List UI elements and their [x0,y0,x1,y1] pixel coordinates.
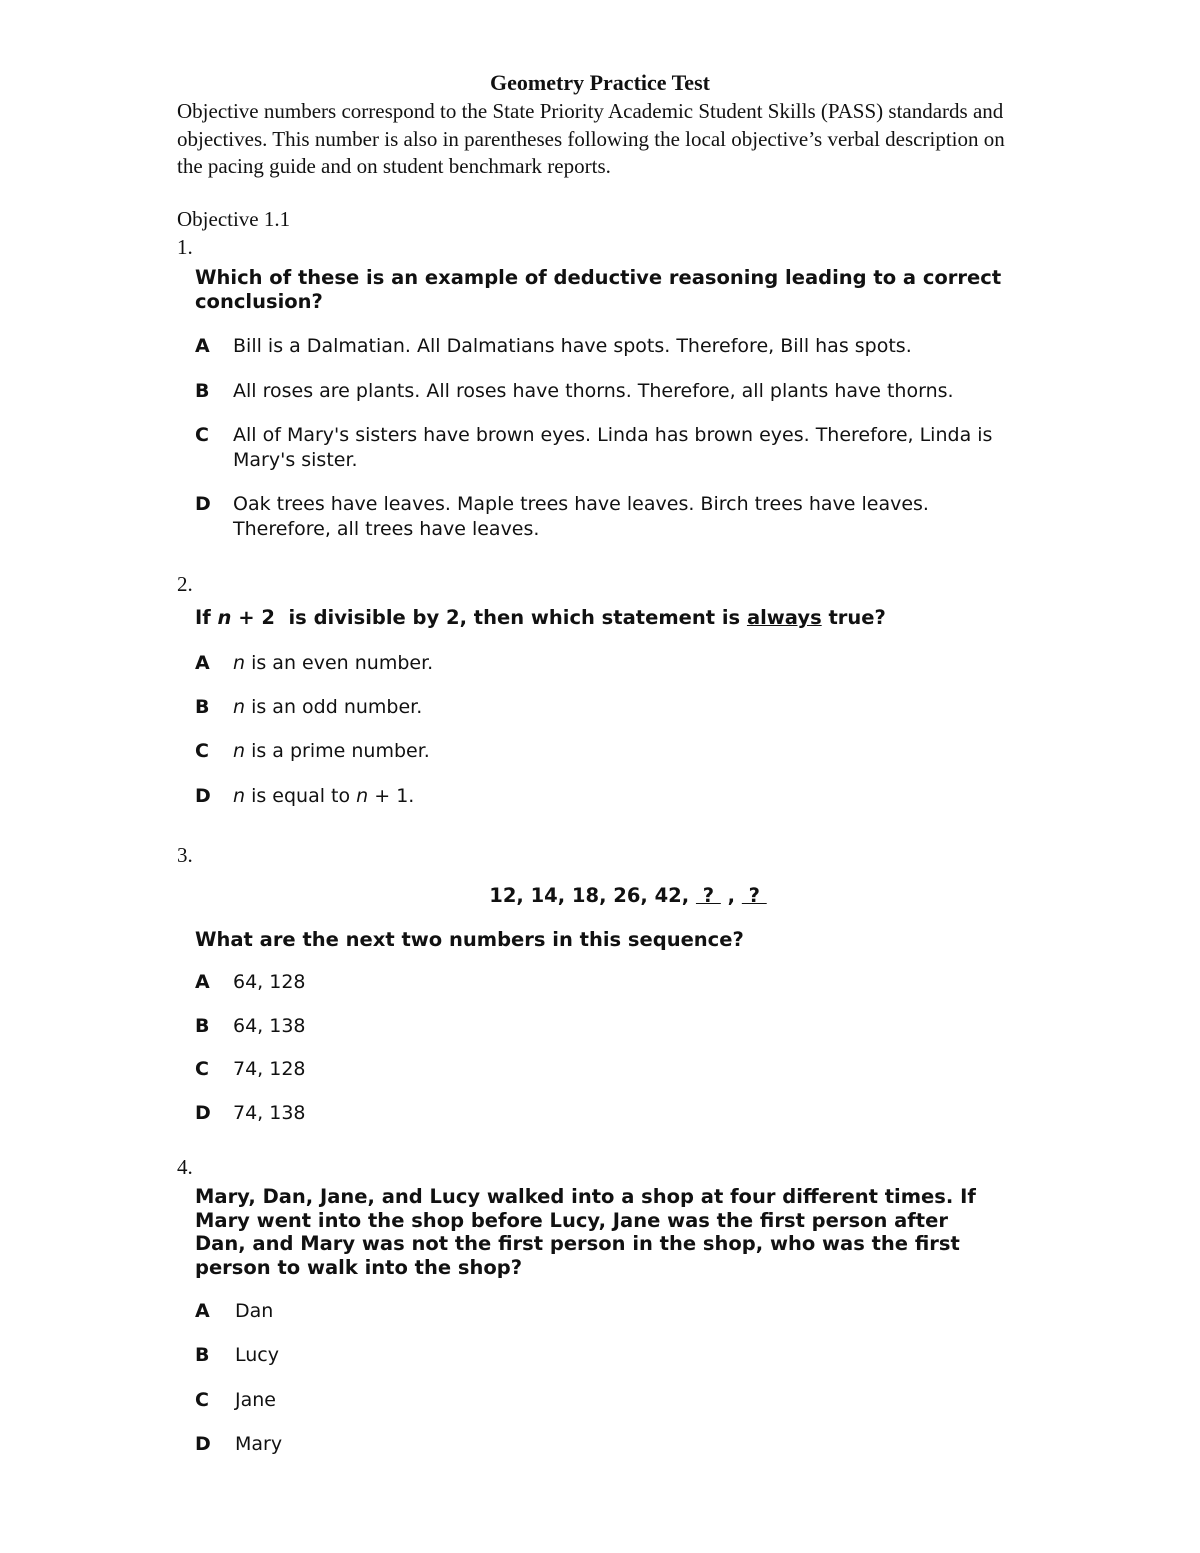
question-3-number: 3. [177,843,193,867]
option-text: 74, 128 [233,1058,306,1080]
option-text: 64, 138 [233,1015,306,1037]
option-letter: A [195,652,210,674]
option-text: All roses are plants. All roses have thorns. Therefore, all plants have thorns. [233,380,954,402]
option-letter: B [195,1015,210,1037]
sequence-blank: ? [741,884,767,907]
objective-heading: Objective 1.1 [177,207,291,231]
question-4-option-b[interactable] [195,1343,1025,1368]
option-letter: D [195,1102,211,1124]
question-4-number: 4. [177,1155,193,1179]
question-1-number: 1. [177,235,193,259]
question-1-option-c[interactable] [195,423,1025,472]
question-3-option-b[interactable] [195,1014,1025,1039]
question-1-option-a[interactable] [195,334,1025,359]
number-sequence: 12, 14, 18, 26, 42, ? , ? [489,884,767,907]
page-title: Geometry Practice Test [490,70,710,95]
option-letter: D [195,493,211,515]
option-letter: C [195,740,209,762]
option-text: Bill is a Dalmatian. All Dalmatians have spots. Therefore, Bill has spots. [233,335,912,357]
question-3-stem: What are the next two numbers in this sequence? [195,928,744,951]
option-text: n is an even number. [233,652,434,674]
question-3-option-c[interactable] [195,1057,1025,1082]
option-letter: D [195,785,211,807]
question-2-option-a[interactable] [195,651,1025,676]
option-text: Lucy [235,1344,279,1366]
question-4-option-c[interactable] [195,1388,1025,1413]
option-letter: B [195,380,210,402]
option-letter: D [195,1433,211,1455]
option-letter: A [195,335,210,357]
question-4-option-d[interactable] [195,1432,1025,1457]
option-text: Dan [235,1300,274,1322]
question-1-option-d[interactable] [195,492,1025,541]
question-3-option-d[interactable] [195,1101,1025,1126]
option-text: Jane [235,1389,276,1411]
option-letter: C [195,424,209,446]
question-2-option-c[interactable] [195,739,1025,764]
question-2-option-d[interactable] [195,784,1025,809]
intro-paragraph: Objective numbers correspond to the State Priority Academic Student Skills (PASS) standards and objectives. This number is also in parentheses following the local objective’s verbal description on the pacing guide and on student benchmark reports. [177,99,1005,178]
option-text: Mary [235,1433,283,1455]
question-2-number: 2. [177,572,193,596]
question-4-option-a[interactable] [195,1299,1025,1324]
question-2-stem: If n + 2 is divisible by 2, then which statement is always true? [195,606,886,629]
question-3-option-a[interactable] [195,970,1025,995]
option-text: 64, 128 [233,971,306,993]
option-text: All of Mary's sisters have brown eyes. Linda has brown eyes. Therefore, Linda is Mary's sister. [233,424,993,471]
option-letter: B [195,696,210,718]
question-2-option-b[interactable] [195,695,1025,720]
option-letter: C [195,1389,209,1411]
option-letter: A [195,971,210,993]
option-text: n is an odd number. [233,696,423,718]
option-letter: C [195,1058,209,1080]
option-text: 74, 138 [233,1102,306,1124]
option-letter: B [195,1344,210,1366]
option-text: n is a prime number. [233,740,430,762]
question-1-stem: Which of these is an example of deductive reasoning leading to a correct conclusion? [195,266,1002,313]
option-text: Oak trees have leaves. Maple trees have leaves. Birch trees have leaves. Therefore, all trees have leaves. [233,493,929,540]
question-1-option-b[interactable] [195,379,1025,404]
option-text: n is equal to n + 1. [233,785,415,807]
sequence-blank: ? [695,884,721,907]
question-4-stem: Mary, Dan, Jane, and Lucy walked into a shop at four different times. If Mary went into the shop before Lucy, Jane was the first person after Dan, and Mary was not the first person in the shop, who was the first person to walk into the shop? [195,1185,976,1279]
option-letter: A [195,1300,210,1322]
